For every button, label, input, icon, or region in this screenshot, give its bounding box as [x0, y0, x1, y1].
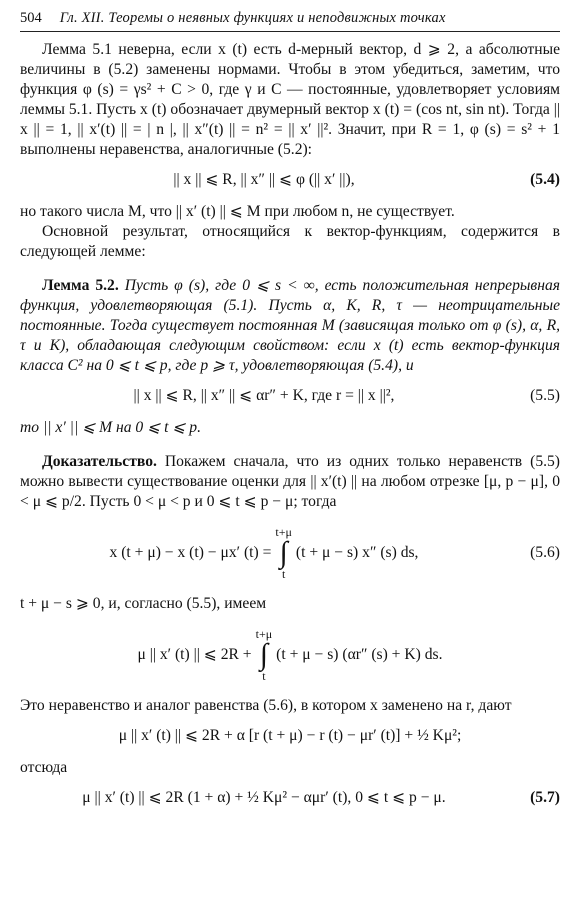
paragraph-3: Основной результат, относящийся к вектор-функциям, содержится в следующей лемме: [20, 223, 560, 260]
lemma-text: Пусть φ (s), где 0 ⩽ s < ∞, есть положительная непрерывная функция, удовлетворяющая (5.1). Пусть α, K, R, τ — неотрицательные постоянные. Тогда существует постоянная M (зависящая только от φ (s), α, R, τ и K), обладающая следующим свойством: если x (t) есть вектор-функция класса C² на 0 ⩽ t ⩽ p, где p ⩾ τ, удовлетворяющая (5.4), и [20, 277, 560, 374]
formula-5-5-body: || x || ⩽ R, || x″ || ⩽ αr″ + K, где r = || x ||², [133, 387, 395, 404]
formula-5-4-body: || x || ⩽ R, || x″ || ⩽ φ (|| x′ ||), [173, 171, 355, 188]
proof-text: Покажем сначала, что из одних только неравенств (5.5) можно вывести существование оценки для || x′(t) || на любом отрезке [μ, p − μ], 0 < μ ⩽ p/2. Пусть 0 < μ < p и 0 ⩽ t ⩽ p − μ; тогда [20, 453, 560, 510]
formula-pre-5-7 [20, 726, 560, 746]
paragraph-after-5-6: t + μ − s ⩾ 0, и, согласно (5.5), имеем [20, 595, 267, 612]
formula-5-6-left: x (t + μ) − x (t) − μx′ (t) = [109, 544, 272, 561]
page [20, 10, 560, 820]
running-header [20, 10, 560, 32]
integral-upper-limit: t+μ [255, 627, 273, 641]
paragraph-2: но такого числа M, что || x′ (t) || ⩽ M при любом n, не существует. [20, 203, 455, 220]
integral-symbol: t+μ ∫ t [275, 525, 292, 581]
formula-5-6-right: (t + μ − s) x″ (s) ds, [295, 544, 419, 561]
lemma-5-2 [20, 276, 560, 376]
lemma-conclusion: то || x′ || ⩽ M на 0 ⩽ t ⩽ p. [20, 419, 201, 436]
proof-title: Доказательство. [42, 453, 157, 470]
formula-5-6 [20, 518, 560, 588]
running-title: Гл. XII. Теоремы о неявных функциях и неподвижных точках [59, 10, 446, 26]
formula-integral-2 [20, 620, 560, 690]
paragraph-1: Лемма 5.1 неверна, если x (t) есть d-мерный вектор, d ⩾ 2, а абсолютные величины в (5.2) заменены нормами. Чтобы в этом убедиться, заметим, что функция φ (s) = γs² + C > 0, где γ и C — постоянные, удовлетворяет условиям леммы 5.1. Пусть x (t) обозначает двумерный вектор x (t) = (cos nt, sin nt). Тогда || x || = 1, || x′(t) || = | n |, || x″(t) || = n² = || x′ ||². Значит, при R = 1, φ (s) = s² + 1 выполнены неравенства, аналогичные (5.2): [20, 41, 560, 158]
formula-int2-left: μ || x′ (t) || ⩽ 2R + [137, 646, 252, 663]
integral-upper-limit: t+μ [275, 525, 292, 539]
formula-5-7-body: μ || x′ (t) || ⩽ 2R (1 + α) + ½ Kμ² − αμr′ (t), 0 ⩽ t ⩽ p − μ. [82, 789, 446, 806]
formula-int2-right: (t + μ − s) (αr″ (s) + K) ds. [276, 646, 443, 663]
formula-5-5 [20, 386, 560, 406]
formula-5-7-number: (5.7) [530, 789, 560, 806]
proof-paragraph [20, 452, 560, 512]
integral-lower-limit: t [262, 669, 266, 683]
formula-5-7 [20, 788, 560, 808]
formula-5-6-number: (5.6) [530, 544, 560, 561]
formula-pre-5-7-body: μ || x′ (t) || ⩽ 2R + α [r (t + μ) − r (t) − μr′ (t)] + ½ Kμ²; [118, 727, 462, 744]
formula-5-5-number: (5.5) [530, 387, 560, 404]
page-number: 504 [20, 10, 42, 26]
paragraph-otsyuda: отсюда [20, 759, 68, 776]
formula-5-4-number: (5.4) [530, 171, 560, 188]
lemma-title: Лемма 5.2. [42, 277, 119, 294]
integral-symbol: t+μ ∫ t [255, 627, 273, 683]
integral-lower-limit: t [281, 567, 286, 581]
paragraph-after-int2: Это неравенство и аналог равенства (5.6), в котором x заменено на r, дают [20, 697, 512, 714]
formula-5-4 [20, 170, 560, 190]
